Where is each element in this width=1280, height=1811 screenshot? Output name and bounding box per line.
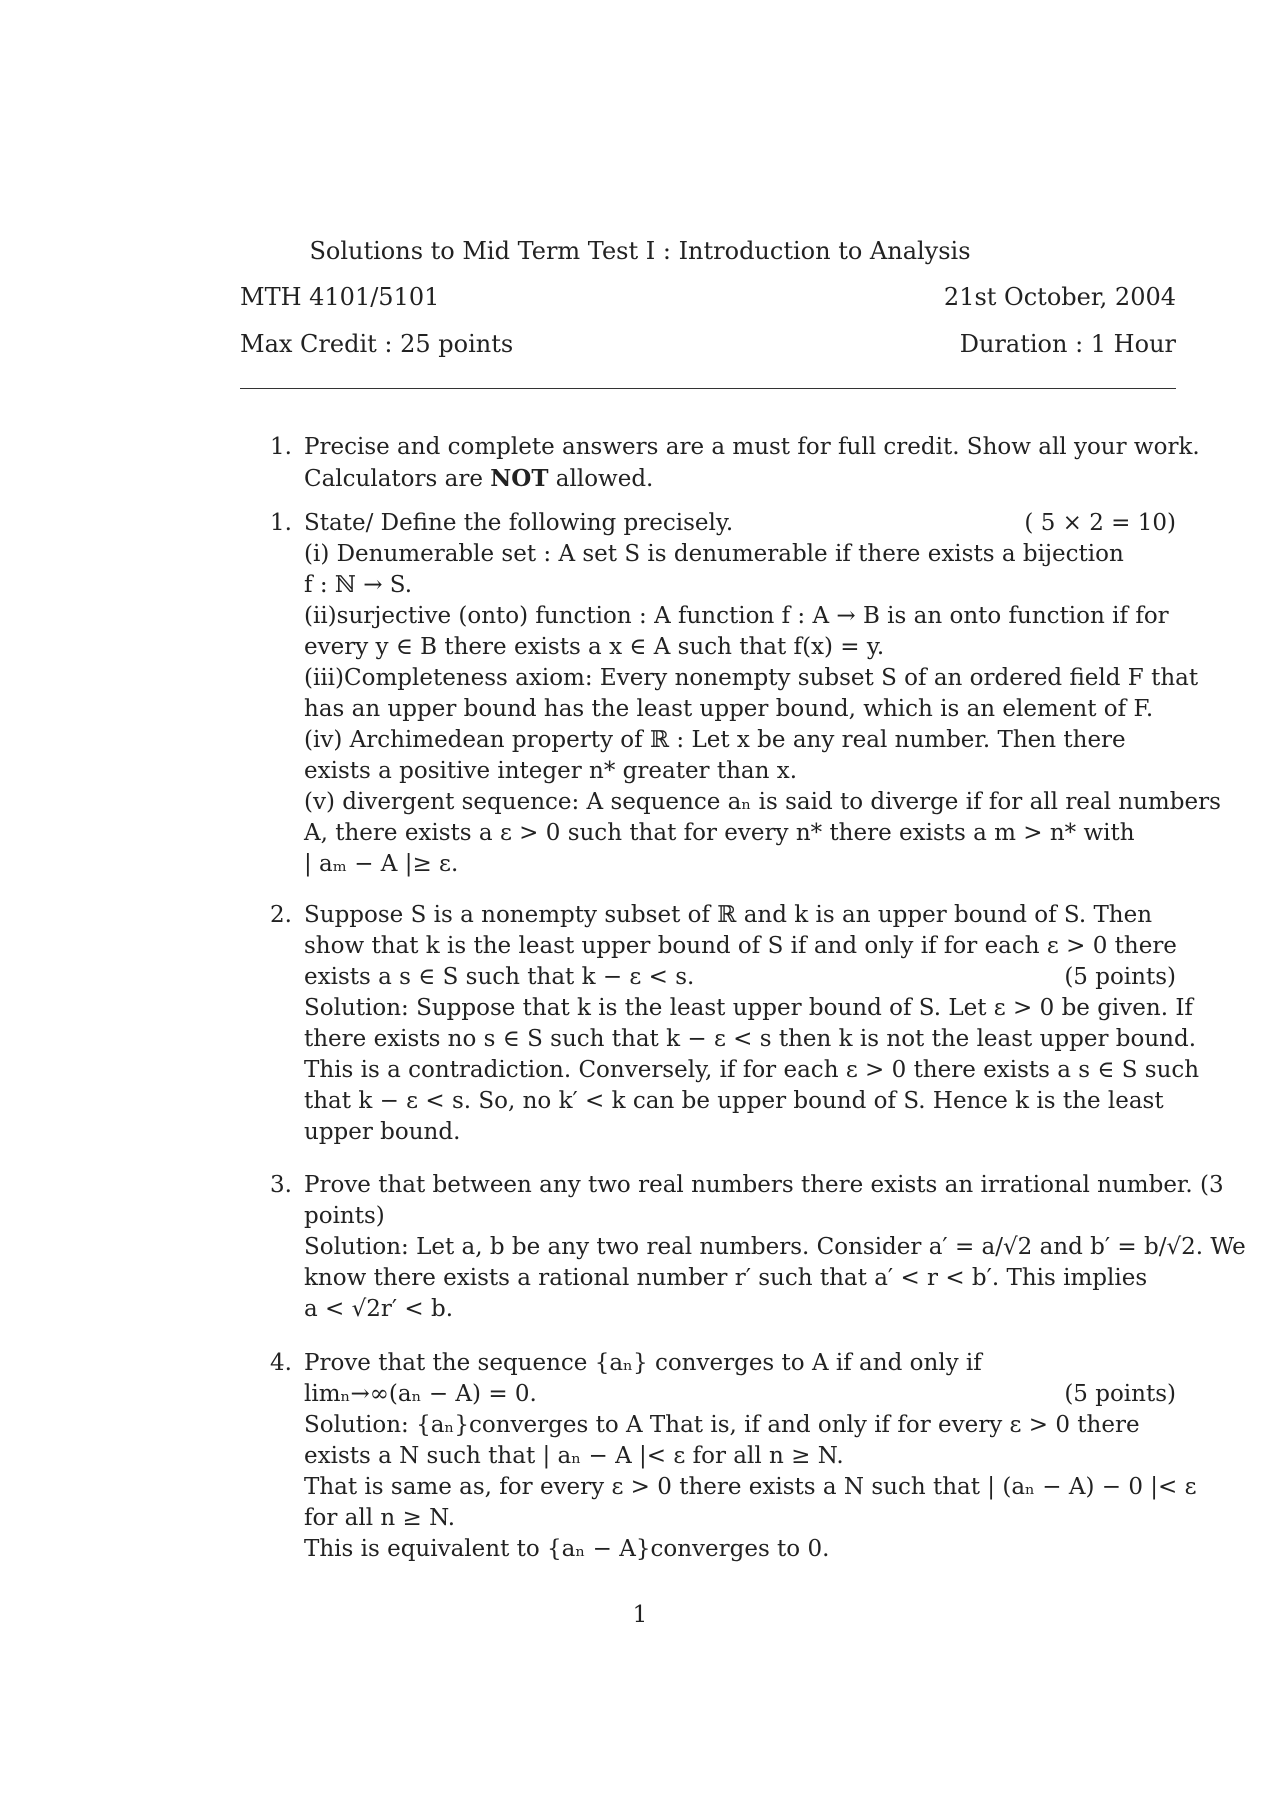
answer-line: | aₘ − A |≥ ε. [304, 851, 459, 877]
answer-line: (iii)Completeness axiom: Every nonempty subset S of an ordered field F that [304, 665, 1199, 691]
max-credit: Max Credit : 25 points [240, 330, 514, 358]
question-line-with-points [304, 962, 1176, 993]
solution-line: That is same as, for every ε > 0 there exists a N such that | (aₙ − A) − 0 |< ε [304, 1474, 1197, 1500]
list-item [270, 1170, 1246, 1325]
item-number: 3. [270, 1172, 292, 1198]
header-divider [240, 388, 1176, 389]
question-line: Prove that the sequence {aₙ} converges to A if and only if [304, 1350, 982, 1376]
instructions-block [270, 432, 1200, 495]
solution-line: Solution: {aₙ}converges to A That is, if and only if for every ε > 0 there [304, 1412, 1140, 1438]
answer-line: f : ℕ → S. [304, 572, 413, 598]
test-date: 21st October, 2004 [943, 283, 1176, 311]
question-line: show that k is the least upper bound of S if and only if for each ε > 0 there [304, 933, 1177, 959]
list-item [270, 508, 1221, 880]
instructions-line-2 [304, 463, 1176, 495]
header-row-course [240, 282, 1176, 313]
question-line: Suppose S is a nonempty subset of ℝ and k is an upper bound of S. Then [304, 902, 1153, 928]
list-item [270, 900, 1200, 1148]
solution-line: upper bound. [304, 1119, 461, 1145]
solution-line: exists a N such that | aₙ − A |< ε for all n ≥ N. [304, 1443, 844, 1469]
answer-line: (v) divergent sequence: A sequence aₙ is said to diverge if for all real numbers [304, 789, 1221, 815]
answer-line: has an upper bound has the least upper bound, which is an element of F. [304, 696, 1154, 722]
answer-line: exists a positive integer n* greater than x. [304, 758, 798, 784]
answer-line: A, there exists a ε > 0 such that for every n* there exists a m > n* with [304, 820, 1135, 846]
question-line: points) [304, 1203, 385, 1229]
page-number: 1 [632, 1602, 648, 1628]
answer-line: (i) Denumerable set : A set S is denumerable if there exists a bijection [304, 541, 1124, 567]
solution-line: know there exists a rational number r′ such that a′ < r < b′. This implies [304, 1265, 1148, 1291]
solution-line: a < √2r′ < b. [304, 1296, 454, 1322]
question-line: exists a s ∈ S such that k − ε < s. [304, 964, 695, 990]
instructions-text: Calculators are [304, 466, 491, 492]
instructions-text: allowed. [548, 466, 654, 492]
solution-line: Solution: Suppose that k is the least upper bound of S. Let ε > 0 be given. If [304, 995, 1193, 1021]
question-3 [270, 1170, 1246, 1325]
solution-line: This is a contradiction. Conversely, if for each ε > 0 there exists a s ∈ S such [304, 1057, 1200, 1083]
page-title: Solutions to Mid Term Test I : Introduction to Analysis [309, 237, 971, 265]
question-prompt-line [304, 508, 1176, 539]
question-points: (5 points) [1064, 1381, 1176, 1407]
question-1 [270, 508, 1221, 880]
duration: Duration : 1 Hour [959, 330, 1176, 358]
solution-line: Solution: Let a, b be any two real numbers. Consider a′ = a/√2 and b′ = b/√2. We [304, 1234, 1246, 1260]
question-line: Prove that between any two real numbers there exists an irrational number. (3 [304, 1172, 1224, 1198]
list-item [270, 432, 1200, 495]
item-number: 1. [270, 434, 292, 460]
question-prompt: State/ Define the following precisely. [304, 510, 734, 536]
question-line: limₙ→∞(aₙ − A) = 0. [304, 1381, 537, 1407]
list-item [270, 1348, 1197, 1565]
item-number: 1. [270, 510, 292, 536]
question-points: (5 points) [1064, 964, 1176, 990]
course-code: MTH 4101/5101 [240, 283, 440, 311]
header-row-credit [240, 329, 1176, 360]
question-4 [270, 1348, 1197, 1565]
item-number: 2. [270, 902, 292, 928]
answer-line: (iv) Archimedean property of ℝ : Let x be any real number. Then there [304, 727, 1126, 753]
answer-line: (ii)surjective (onto) function : A function f : A → B is an onto function if for [304, 603, 1169, 629]
instructions-line-1: Precise and complete answers are a must for full credit. Show all your work. [304, 434, 1200, 460]
question-2 [270, 900, 1200, 1148]
solution-line: that k − ε < s. So, no k′ < k can be upper bound of S. Hence k is the least [304, 1088, 1164, 1114]
solution-line: This is equivalent to {aₙ − A}converges to 0. [304, 1536, 830, 1562]
question-line-with-points [304, 1379, 1176, 1410]
answer-line: every y ∈ B there exists a x ∈ A such that f(x) = y. [304, 634, 885, 660]
solution-line: for all n ≥ N. [304, 1505, 456, 1531]
solution-line: there exists no s ∈ S such that k − ε < s then k is not the least upper bound. [304, 1026, 1197, 1052]
instructions-emphasis: NOT [490, 465, 549, 492]
item-number: 4. [270, 1350, 292, 1376]
question-points: ( 5 × 2 = 10) [1024, 510, 1176, 536]
